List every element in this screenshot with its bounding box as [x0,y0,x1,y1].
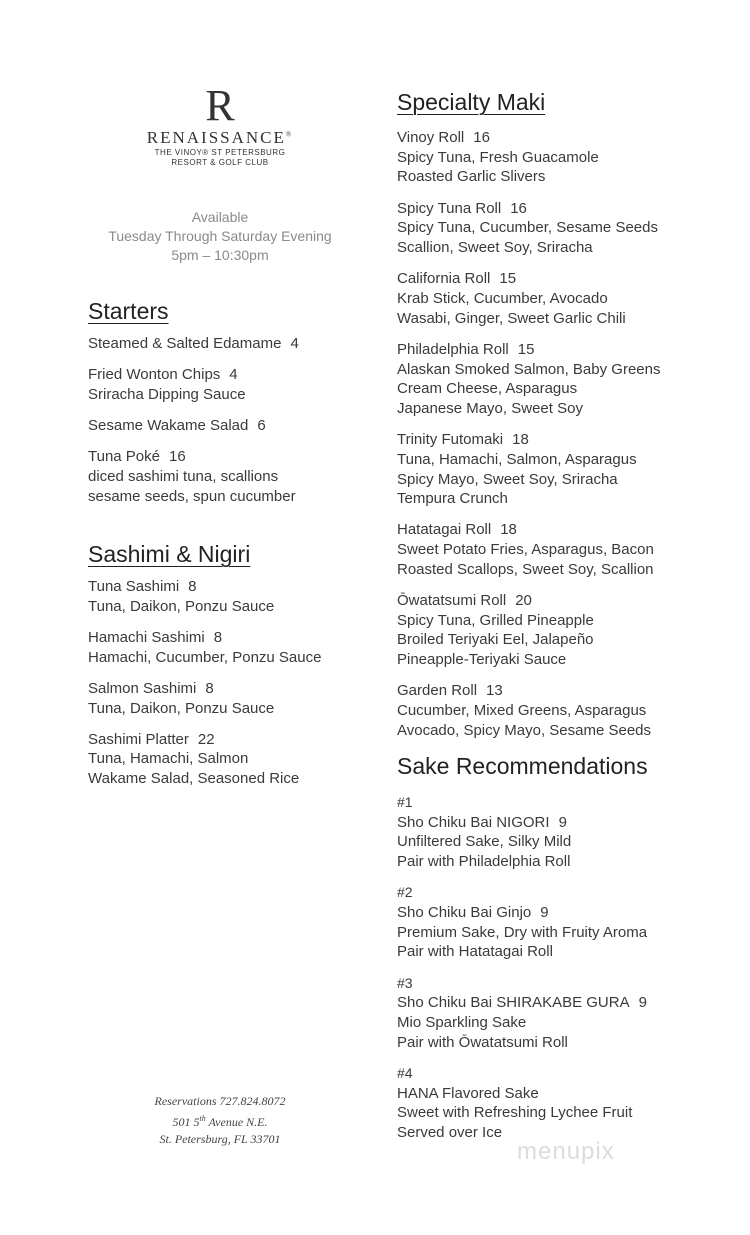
item-description: Sweet Potato Fries, Asparagus, Bacon [397,541,654,559]
item-name: Tuna Poké [88,448,160,466]
sake-number: #2 [397,884,413,901]
logo-name [120,128,320,148]
item-description: Tuna, Hamachi, Salmon, Asparagus [397,450,637,468]
item-price: 16 [473,129,490,146]
item-name: Spicy Tuna Roll [397,199,502,217]
item-price: 6 [257,417,266,435]
starters-heading: Starters [88,298,169,324]
menu-item [88,365,388,404]
item-name: Trinity Futomaki [397,431,504,449]
item-title-line [397,591,737,611]
item-price: 18 [500,521,517,539]
menu-item [397,1064,737,1143]
item-description: Spicy Tuna, Fresh Guacamole [397,148,599,166]
item-name: Sho Chiku Bai NIGORI [397,813,550,831]
sashimi-list [88,577,388,800]
item-description: Premium Sake, Dry with Fruity Aroma [397,923,648,941]
logo-subtitle-1: THE VINOY® ST PETERSBURG [154,148,286,157]
availability-line-3: 5pm – 10:30pm [171,247,269,263]
item-name: Hamachi Sashimi [88,628,205,646]
logo-name-text: RENAISSANCE [146,128,286,147]
item-title-line [397,813,737,833]
item-price: 9 [558,813,567,831]
starters-list [88,334,388,518]
item-description: Hamachi, Cucumber, Ponzu Sauce [88,648,322,666]
menu-item [397,520,737,579]
item-title-line [88,628,388,648]
item-description: Wakame Salad, Seasoned Rice [88,770,300,788]
availability-line-1: Available [191,209,249,225]
item-name: Sho Chiku Bai SHIRAKABE GURA [397,994,630,1012]
sake-number: #4 [397,1064,413,1081]
item-name: Tuna Sashimi [88,578,180,595]
address-number: 501 5 [172,1115,200,1129]
item-title-line [397,993,737,1013]
item-description: Tempura Crunch [397,490,508,508]
menu-item [88,679,388,718]
menu-item [397,269,737,328]
sake-number: #1 [397,794,413,810]
item-name: Sashimi Platter [88,730,189,748]
item-title-line [88,577,388,597]
item-name: Garden Roll [397,682,478,700]
sake-heading: Sake Recommendations [397,753,648,779]
item-name: California Roll [397,270,491,288]
item-description: Spicy Mayo, Sweet Soy, Sriracha [397,470,618,488]
item-name: Vinoy Roll [397,129,465,146]
item-description: Mio Sparkling Sake [397,1014,527,1032]
menupix-watermark: menupix [517,1138,615,1165]
menu-item [397,340,737,419]
item-price: 9 [638,994,647,1012]
sake-list [397,793,737,1154]
item-title-line [397,520,737,540]
item-name: Hatatagai Roll [397,521,492,539]
item-price: 15 [499,270,517,288]
item-title-line [88,679,388,699]
menu-item [397,793,737,872]
item-description: sesame seeds, spun cucumber [88,487,296,505]
item-title-line [397,269,737,289]
item-description: Scallion, Sweet Soy, Sriracha [397,239,593,257]
item-description: diced sashimi tuna, scallions [88,468,279,486]
specialty-maki-heading: Specialty Maki [397,89,546,115]
item-description: Pair with Philadelphia Roll [397,853,571,871]
item-name: HANA Flavored Sake [397,1084,539,1102]
specialty-maki-list [397,128,737,752]
item-description: Roasted Scallops, Sweet Soy, Scallion [397,560,654,578]
logo-subtitle-2: RESORT & GOLF CLUB [171,158,269,167]
registered-mark: ® [285,130,294,139]
item-description: Tuna, Daikon, Ponzu Sauce [88,597,275,615]
item-price: 4 [290,335,299,352]
availability-line-2: Tuesday Through Saturday Evening [108,228,332,244]
menu-item [397,883,737,962]
item-title-line [397,1084,737,1104]
item-title-line [397,340,737,360]
item-title-line [88,416,388,436]
item-description: Alaskan Smoked Salmon, Baby Greens [397,360,661,378]
item-title-line [88,334,388,354]
item-price: 8 [205,679,214,697]
menu-item [397,974,737,1053]
item-price: 16 [169,448,186,466]
item-description: Served over Ice [397,1124,503,1142]
item-description: Spicy Tuna, Cucumber, Sesame Seeds [397,219,658,237]
menu-item [88,730,388,789]
item-description: Broiled Teriyaki Eel, Jalapeño [397,631,594,649]
item-title-line [88,730,388,750]
item-description: Roasted Garlic Slivers [397,168,546,186]
availability [90,208,350,265]
item-name: Sesame Wakame Salad [88,417,249,435]
item-name: Salmon Sashimi [88,679,197,697]
item-price: 8 [188,578,197,595]
address-suffix: th [199,1114,206,1123]
item-description: Tuna, Hamachi, Salmon [88,750,249,768]
address-street: Avenue N.E. [205,1115,268,1129]
logo-mark: R [205,81,235,130]
item-price: 13 [486,682,503,700]
sashimi-heading: Sashimi & Nigiri [88,541,251,567]
item-title-line [88,447,388,467]
item-title-line [397,199,737,219]
item-description: Avocado, Spicy Mayo, Sesame Seeds [397,721,652,739]
city-state-zip: St. Petersburg, FL 33701 [159,1132,281,1146]
item-description: Japanese Mayo, Sweet Soy [397,399,583,417]
menu-item [397,199,737,258]
item-description: Pineapple-Teriyaki Sauce [397,651,567,669]
item-name: Fried Wonton Chips [88,366,221,384]
item-description: Unfiltered Sake, Silky Mild [397,833,572,851]
sake-number: #3 [397,974,413,991]
address [120,1110,320,1131]
menu-item [88,628,388,667]
item-name: Sho Chiku Bai Ginjo [397,904,532,922]
item-description: Sriracha Dipping Sauce [88,385,246,403]
item-price: 9 [540,904,549,922]
item-price: 8 [213,628,223,646]
item-description: Cream Cheese, Asparagus [397,380,578,398]
item-price: 20 [515,592,532,610]
item-description: Cucumber, Mixed Greens, Asparagus [397,702,647,720]
renaissance-logo [120,81,320,168]
item-description: Pair with Ōwatatsumi Roll [397,1033,568,1051]
menu-item [397,681,737,740]
item-price: 4 [229,366,238,384]
menu-item [88,334,388,354]
item-name: Ōwatatsumi Roll [397,592,507,610]
item-description: Pair with Hatatagai Roll [397,943,553,961]
menu-item [88,577,388,616]
item-name: Philadelphia Roll [397,340,509,358]
item-title-line [88,365,388,385]
item-title-line [397,128,737,148]
menu-item [397,591,737,670]
contact-info [120,1093,320,1148]
item-price: 18 [512,431,529,449]
item-price: 15 [517,340,535,358]
item-price: 22 [197,730,215,748]
item-description: Tuna, Daikon, Ponzu Sauce [88,699,275,717]
item-title-line [397,681,737,701]
item-title-line [397,430,737,450]
reservations-phone: Reservations 727.824.8072 [154,1094,286,1108]
menu-item [397,430,737,509]
menu-item [88,416,388,436]
item-description: Spicy Tuna, Grilled Pineapple [397,611,594,629]
item-name: Steamed & Salted Edamame [88,335,282,352]
item-title-line [397,903,737,923]
menu-item [88,447,388,506]
menu-item [397,128,737,187]
item-price: 16 [510,199,527,217]
item-description: Krab Stick, Cucumber, Avocado [397,289,608,307]
item-description: Sweet with Refreshing Lychee Fruit [397,1104,633,1122]
item-description: Wasabi, Ginger, Sweet Garlic Chili [397,309,626,327]
